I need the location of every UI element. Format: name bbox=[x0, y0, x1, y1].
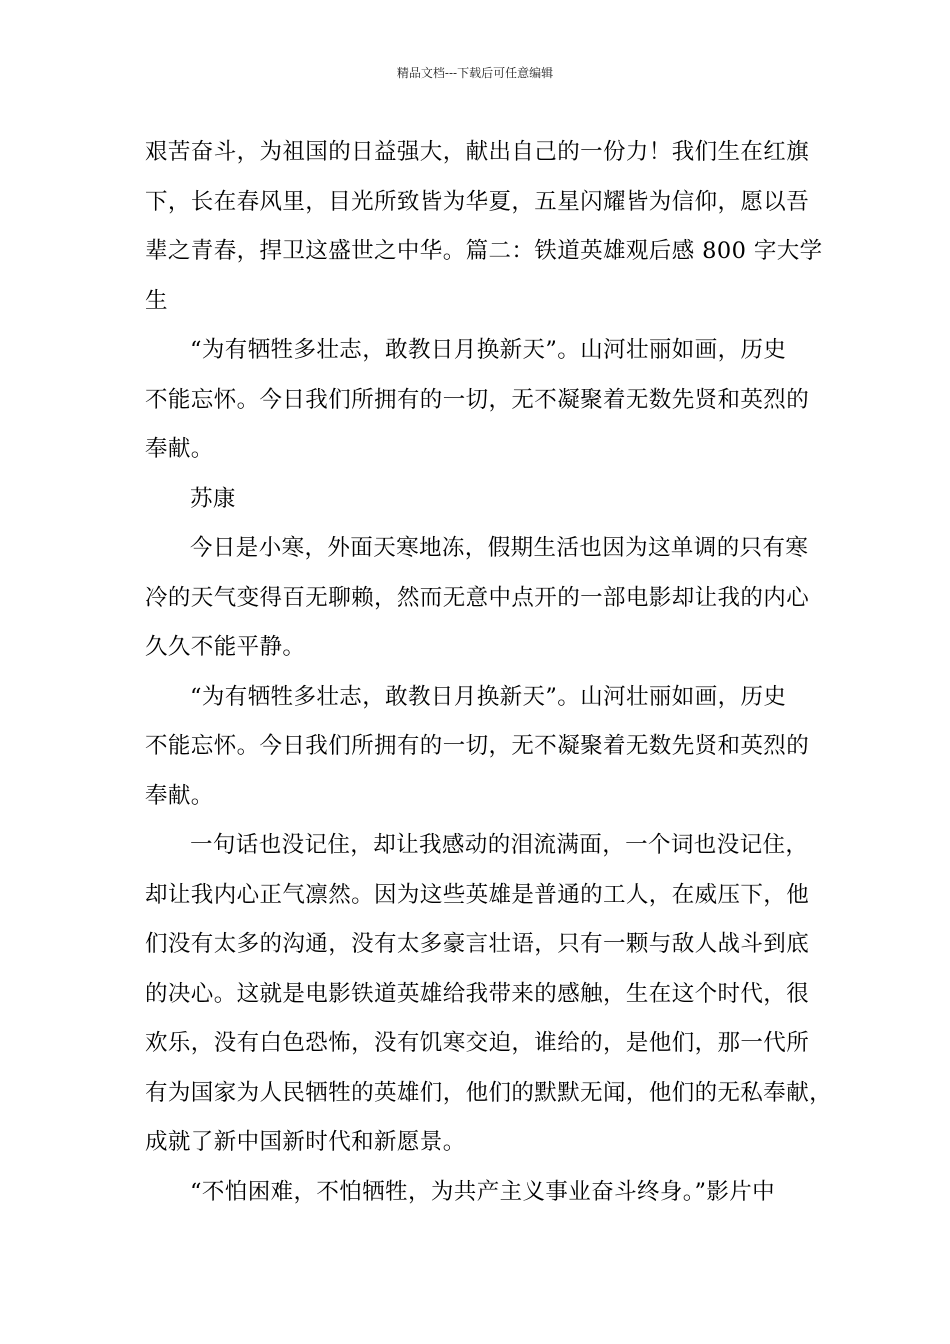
text-line: 有为国家为人民牺牲的英雄们，他们的默默无闻，他们的无私奉献， bbox=[145, 1079, 833, 1106]
author-name: 苏康 bbox=[190, 485, 236, 512]
paragraph-first-line: 今日是小寒，外面天寒地冻，假期生活也因为这单调的只有寒 bbox=[190, 535, 809, 561]
text-line: 下，长在春风里，目光所致皆为华夏，五星闪耀皆为信仰，愿以吾 bbox=[145, 188, 810, 215]
text-line: 奉献。 bbox=[145, 782, 214, 809]
paragraph-first-line: 一句话也没记住，却让我感动的泪流满面，一个词也没记住， bbox=[190, 832, 809, 858]
text-line: 欢乐，没有白色恐怖，没有饥寒交迫，谁给的，是他们，那一代所 bbox=[145, 1030, 810, 1056]
text-line: 们没有太多的沟通，没有太多豪言壮语，只有一颗与敌人战斗到底 bbox=[145, 931, 810, 957]
text-line: 不能忘怀。今日我们所拥有的一切，无不凝聚着无数先贤和英烈的 bbox=[145, 386, 810, 413]
text-line: 生 bbox=[145, 287, 168, 314]
paragraph-first-line: “为有牺牲多壮志，敢教日月换新天”。山河壮丽如画，历史 bbox=[190, 683, 787, 710]
text-line: 辈之青春，捍卫这盛世之中华。篇二：铁道英雄观后感 800 字大学 bbox=[145, 238, 823, 264]
text-line: 成就了新中国新时代和新愿景。 bbox=[145, 1129, 466, 1155]
text-line: 冷的天气变得百无聊赖，然而无意中点开的一部电影却让我的内心 bbox=[145, 584, 810, 611]
paragraph-first-line: “为有牺牲多壮志，敢教日月换新天”。山河壮丽如画，历史 bbox=[190, 337, 787, 363]
text-line: 的决心。这就是电影铁道英雄给我带来的感触，生在这个时代，很 bbox=[145, 980, 810, 1007]
text-line: 却让我内心正气凛然。因为这些英雄是普通的工人，在威压下，他 bbox=[145, 881, 810, 908]
paragraph-first-line: “不怕困难，不怕牺牲，为共产主义事业奋斗终身。”影片中 bbox=[190, 1178, 776, 1205]
text-line: 艰苦奋斗，为祖国的日益强大，献出自己的一份力！我们生在红旗 bbox=[145, 139, 810, 165]
text-line: 奉献。 bbox=[145, 436, 214, 462]
page-header: 精品文档---下载后可任意编辑 bbox=[396, 66, 554, 80]
document-body bbox=[145, 128, 833, 1217]
text-line: 不能忘怀。今日我们所拥有的一切，无不凝聚着无数先贤和英烈的 bbox=[145, 733, 810, 759]
text-line: 久久不能平静。 bbox=[145, 634, 306, 660]
